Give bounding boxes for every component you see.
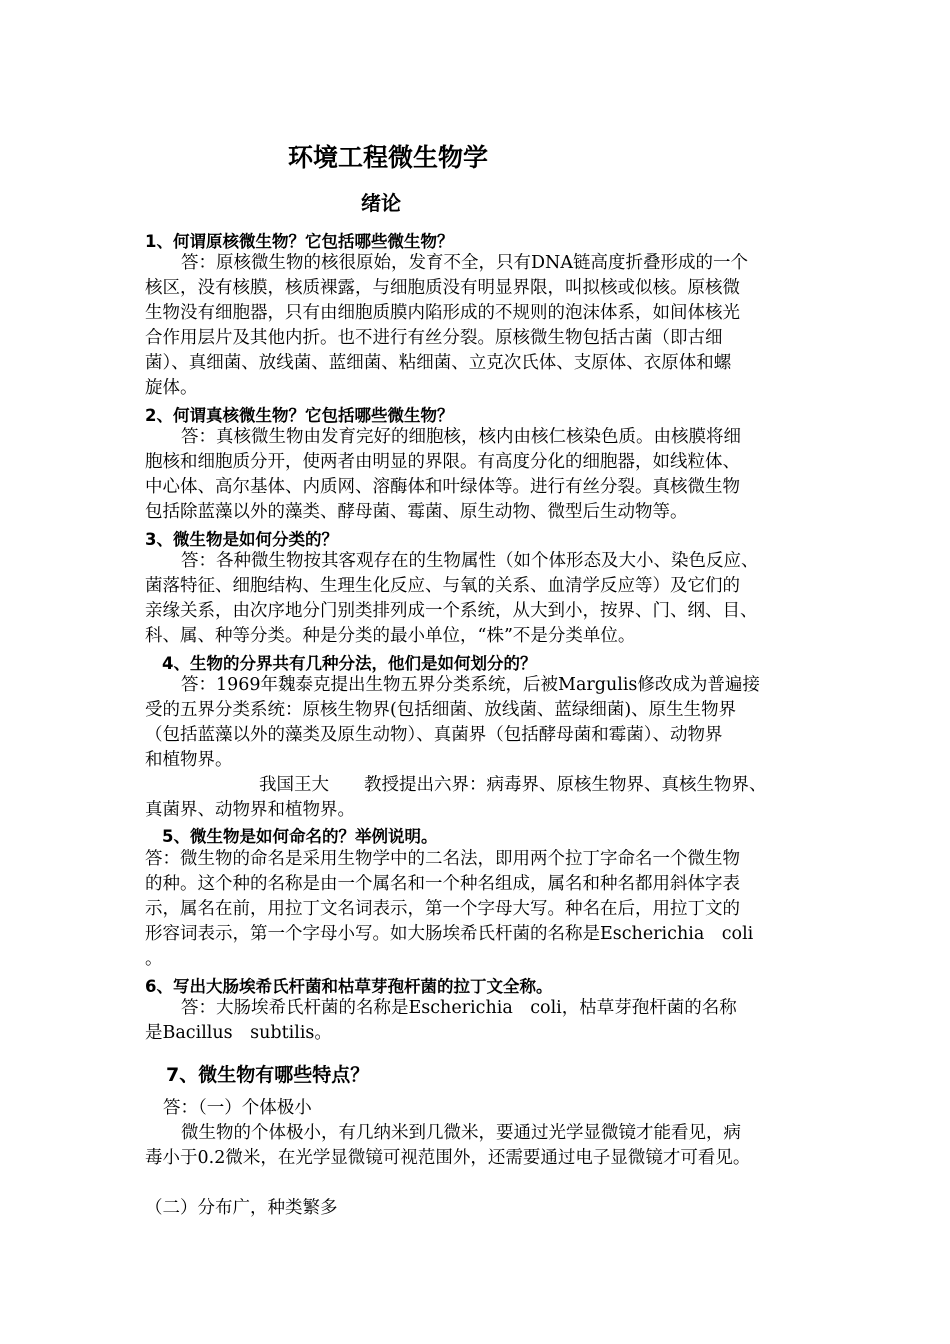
answer-line: 胞核和细胞质分开，使两者由明显的界限。有高度分化的细胞器，如线粒体、 (145, 452, 740, 472)
answer-line: 答：微生物的命名是采用生物学中的二名法，即用两个拉丁字命名一个微生物 (145, 849, 740, 869)
answer-line: 科、属、种等分类。种是分类的最小单位，“株”不是分类单位。 (145, 626, 636, 646)
answer-subheading: （二）分布广，种类繁多 (145, 1198, 338, 1218)
answer-line: （包括蓝藻以外的藻类及原生动物）、真菌界（包括酵母菌和霉菌）、动物界 (145, 725, 723, 745)
answer-line: 受的五界分类系统：原核生物界(包括细菌、放线菌、蓝绿细菌)、原生生物界 (145, 700, 737, 720)
question-5: 5、微生物是如何命名的？举例说明。 (162, 827, 438, 846)
question-2: 2、何谓真核微生物？它包括哪些微生物？ (145, 406, 454, 425)
answer-line: 答：真核微生物由发育完好的细胞核，核内由核仁核染色质。由核膜将细 (181, 427, 741, 447)
answer-line: 的种。这个种的名称是由一个属名和一个种名组成，属名和种名都用斜体字表 (145, 874, 740, 894)
answer-line: 生物没有细胞器，只有由细胞质膜内陷形成的不规则的泡沫体系，如间体核光 (145, 303, 740, 323)
answer-7-sub (145, 1196, 825, 1221)
answer-line: 是Bacillus subtilis。 (145, 1023, 332, 1043)
answer-line: 毒小于0.2微米，在光学显微镜可视范围外，还需要通过电子显微镜才可看见。 (145, 1148, 751, 1168)
question-1: 1、何谓原核微生物？它包括哪些微生物？ (145, 232, 454, 251)
answer-line: 亲缘关系，由次序地分门别类排列成一个系统，从大到小，按界、门、纲、目、 (145, 601, 758, 621)
answer-line: 。 (145, 949, 163, 969)
answer-line: 包括除蓝藻以外的藻类、酵母菌、霉菌、原生动物、微型后生动物等。 (145, 502, 688, 522)
document-title: 环境工程微生物学 (288, 143, 489, 172)
answer-line: 答：大肠埃希氏杆菌的名称是Escherichia coli，枯草芽孢杆菌的名称 (181, 998, 737, 1018)
answer-line: 核区，没有核膜，核质裸露，与细胞质没有明显界限，叫拟核或似核。原核微 (145, 278, 740, 298)
answer-5 (145, 847, 825, 972)
answer-line: 和植物界。 (145, 750, 233, 770)
answer-line: 菌落特征、细胞结构、生理生化反应、与氧的关系、血清学反应等）及它们的 (145, 576, 740, 596)
answer-line: 菌）、真细菌、放线菌、蓝细菌、粘细菌、立克次氏体、支原体、衣原体和螺 (145, 353, 732, 373)
answer-2 (145, 425, 825, 525)
answer-line: 真菌界、动物界和植物界。 (145, 800, 355, 820)
answer-line: 旋体。 (145, 378, 198, 398)
answer-line: 微生物的个体极小，有几纳米到几微米，要通过光学显微镜才能看见，病 (181, 1123, 741, 1143)
answer-6 (145, 996, 825, 1046)
answer-line: 合作用层片及其他内折。也不进行有丝分裂。原核微生物包括古菌（即古细 (145, 328, 723, 348)
answer-line: 答：各种微生物按其客观存在的生物属性（如个体形态及大小、染色反应、 (181, 551, 759, 571)
answer-line: 答：1969年魏泰克提出生物五界分类系统，后被Margulis修改成为普遍接 (181, 675, 760, 695)
answer-line: 我国王大 教授提出六界：病毒界、原核生物界、真核生物界、 (259, 775, 767, 795)
section-title: 绪论 (361, 191, 401, 215)
answer-line: 答：原核微生物的核很原始，发育不全，只有DNA链高度折叠形成的一个 (181, 253, 748, 273)
answer-head: 答：（一）个体极小 (163, 1098, 312, 1118)
question-3: 3、微生物是如何分类的？ (145, 530, 338, 549)
answer-4 (145, 673, 825, 823)
answer-1 (145, 251, 825, 401)
question-4: 4、生物的分界共有几种分法，他们是如何划分的？ (162, 654, 537, 673)
answer-line: 示，属名在前，用拉丁文名词表示，第一个字母大写。种名在后，用拉丁文的 (145, 899, 740, 919)
answer-line: 中心体、高尔基体、内质网、溶酶体和叶绿体等。进行有丝分裂。真核微生物 (145, 477, 740, 497)
answer-7 (145, 1096, 825, 1171)
question-7: 7、微生物有哪些特点？ (166, 1064, 370, 1086)
answer-line: 形容词表示，第一个字母小写。如大肠埃希氏杆菌的名称是Escherichia coli (145, 924, 754, 944)
question-6: 6、写出大肠埃希氏杆菌和枯草芽孢杆菌的拉丁文全称。 (145, 977, 553, 996)
answer-3 (145, 549, 825, 649)
